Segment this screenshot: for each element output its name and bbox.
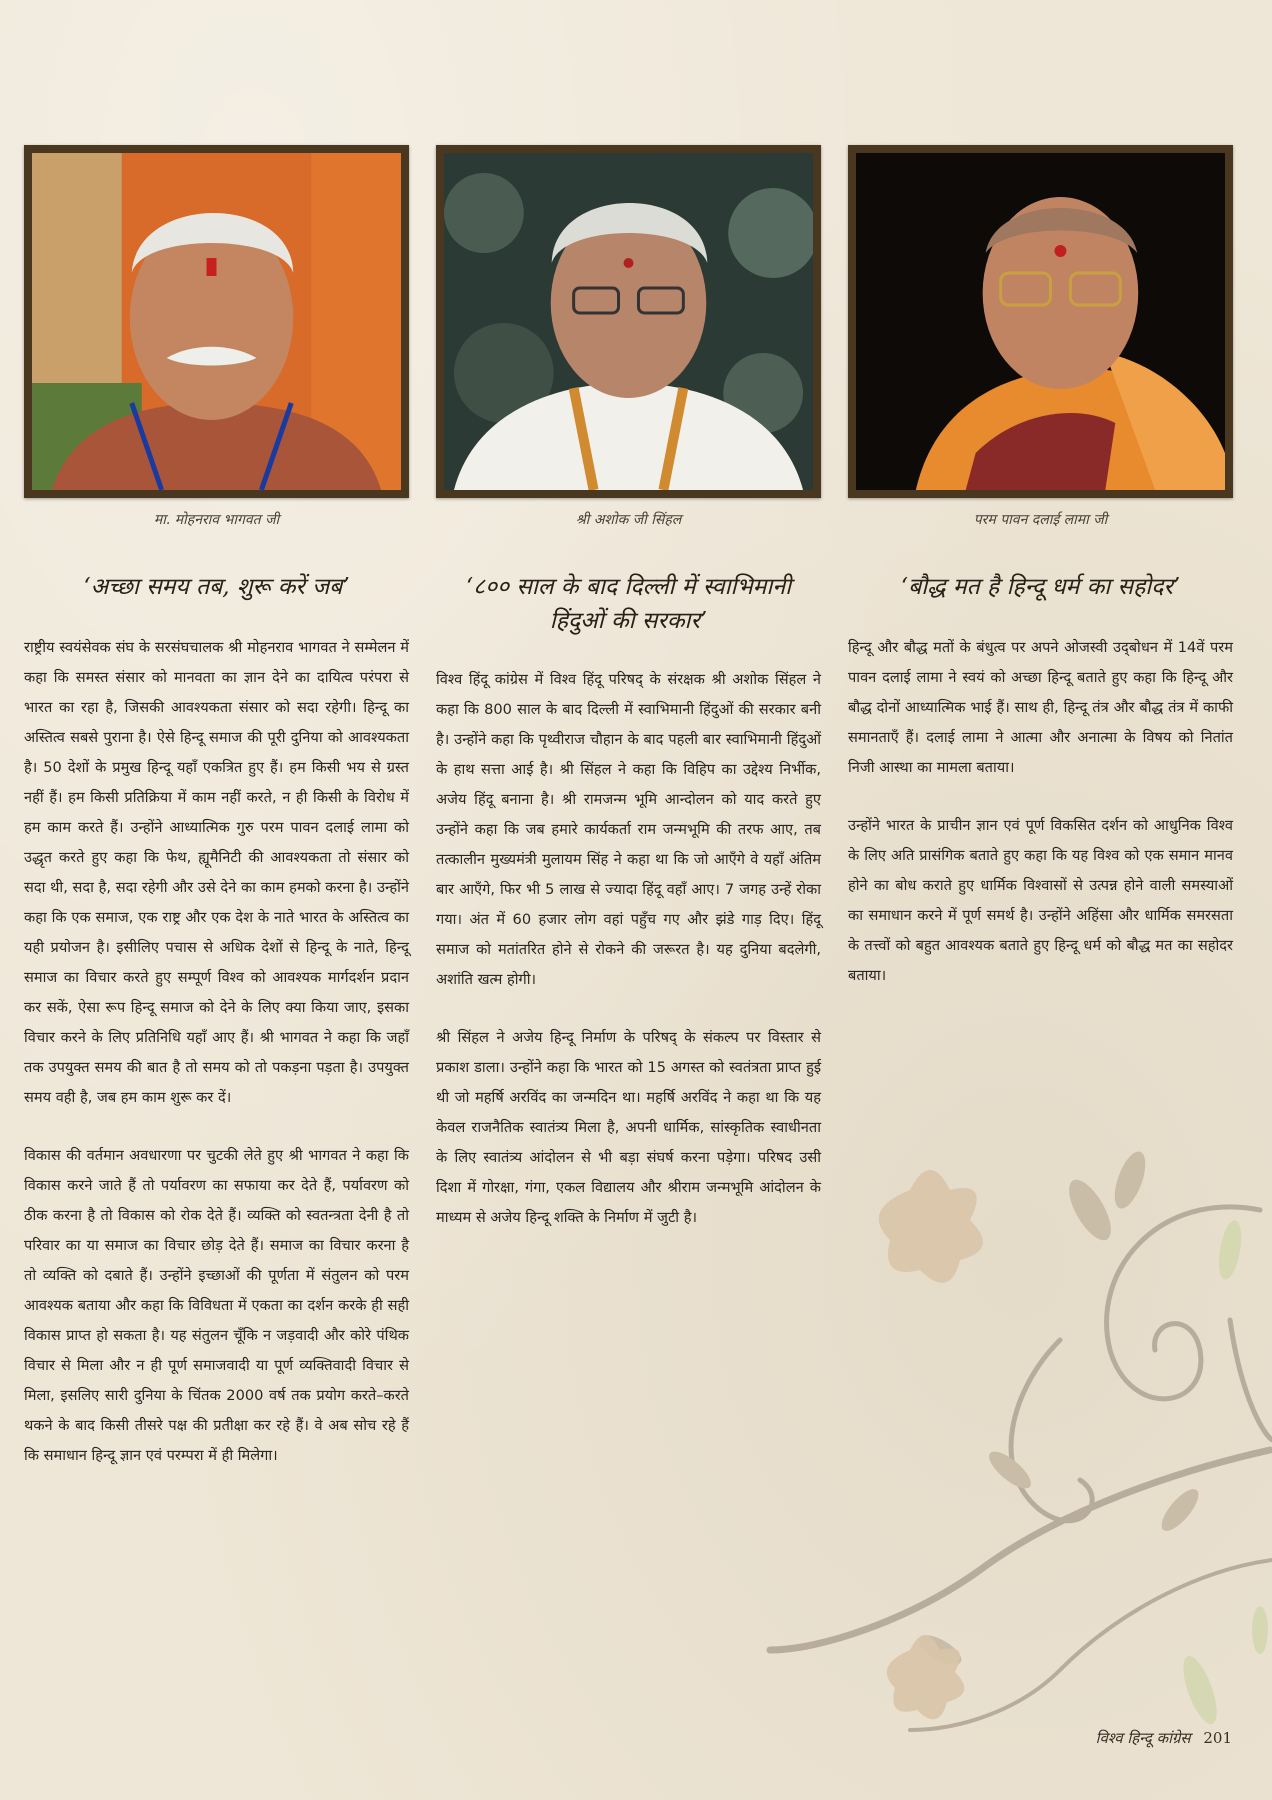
photo-frame-singhal bbox=[436, 145, 821, 498]
page-footer bbox=[1000, 1728, 1232, 1748]
column-2-heading: ‘८०० साल के बाद दिल्ली में स्वाभिमानी हिंदुओं की सरकार’ bbox=[465, 574, 792, 634]
article-paragraph: उन्होंने भारत के प्राचीन ज्ञान एवं पूर्ण विकसित दर्शन को आधुनिक विश्व के लिए अति प्रासंगिक बताते हुए कहा कि यह विश्व को एक समान मानव होने का बोध कराते हुए धार्मिक विश्वासों से उत्पन्न होने वाली समस्याओं का समाधान करने में पूर्ण समर्थ है। उन्होंने अहिंसा और धार्मिक समरसता के तत्त्वों को बहुत आवश्यक बताते हुए हिन्दू धर्म को बौद्ध मत का सहोदर बताया। bbox=[848, 817, 1233, 984]
portrait-bhagwat bbox=[32, 153, 401, 490]
article-paragraph: विकास की वर्तमान अवधारणा पर चुटकी लेते हुए श्री भागवत ने कहा कि विकास करने जाते हैं तो पर्यावरण का सफाया कर देते हैं, पर्यावरण को ठीक करना है तो विकास को रोक देते हैं। व्यक्ति को स्वतन्त्रता देनी है तो परिवार का या समाज का विचार छोड़ देते हैं। समाज का विचार करना है तो व्यक्ति को दबाते हैं। उन्होंने इच्छाओं की पूर्णता में संतुलन को परम आवश्यक बताया और कहा कि विविधता में एकता का दर्शन करके ही सही विकास प्राप्त हो सकता है। यह संतुलन चूँकि न जड़वादी और कोरे पंथिक विचार से मिला और न ही पूर्ण समाजवादी या पूर्ण व्यक्तिवादी विचार से मिला, इसलिए सारी दुनिया के चिंतक 2000 वर्ष तक प्रयोग करते–करते थकने के बाद किसी तीसरे पक्ष की प्रतीक्षा कर रहे हैं। वे अब सोच रहे हैं कि समाधान हिन्दू ज्ञान एवं परम्परा में ही मिलेगा। bbox=[24, 1147, 409, 1464]
article-paragraph: श्री सिंहल ने अजेय हिन्दू निर्माण के परिषद् के संकल्प पर विस्तार से प्रकाश डाला। उन्होंने कहा कि भारत को 15 अगस्त को स्वतंत्रता प्राप्त हुई थी जो महर्षि अरविंद का जन्मदिन था। महर्षि अरविंद ने कहा था कि यह केवल राजनैतिक स्वातंत्र्य मिला है, अपनी धार्मिक, सांस्कृतिक स्वाधीनता के लिए स्वातंत्र्य आंदोलन से भी बड़ा संघर्ष करना पड़ेगा। परिषद उसी दिशा में गोरक्षा, गंगा, एकल विद्यालय और श्रीराम जन्मभूमि आंदोलन के माध्यम से अजेय हिन्दू शक्ति के निर्माण में जुटी है। bbox=[436, 1029, 821, 1226]
article-paragraph: राष्ट्रीय स्वयंसेवक संघ के सरसंघचालक श्री मोहनराव भागवत ने सम्मेलन में कहा कि समस्त संसार को मानवता का ज्ञान देने का दायित्व परंपरा से भारत का रहा है, जिसकी आवश्यकता संसार को सदा रहेगी। हिन्दू का अस्तित्व सबसे पुराना है। ऐसे हिन्दू समाज की पूरी दुनिया को आवश्यकता है। 50 देशों के प्रमुख हिन्दू यहाँ एकत्रित हुए हैं। हम किसी भय से ग्रस्त नहीं हैं। हम किसी प्रतिक्रिया में काम नहीं करते, न ही किसी के विरोध में हम काम करते हैं। उन्होंने आध्यात्मिक गुरु परम पावन दलाई लामा को उद्धृत करते हुए कहा कि फेथ, ह्यूमैनिटी की आवश्यकता तो संसार को सदा थी, सदा है, सदा रहेगी और उसे देने का काम हमको करना है। उन्होंने कहा कि एक समाज, एक राष्ट्र और एक देश के नाते भारत के अस्तित्व का यही प्रयोजन है। इसीलिए पचास से अधिक देशों से हिन्दू के नाते, हिन्दू समाज का विचार करते हुए सम्पूर्ण विश्व को आवश्यक मार्गदर्शन प्रदान कर सकें, ऐसा रूप हिन्दू समाज को देने के लिए क्या किया जाए, इसका विचार करने के लिए प्रतिनिधि यहाँ आए हैं। श्री भागवत ने कहा कि जहाँ तक उपयुक्त समय की बात है तो समय को तो पकड़ना पड़ता है। उपयुक्त समय वही है, जब हम काम शुरू कर दें। bbox=[24, 639, 409, 1106]
photo-caption-singhal: श्री अशोक जी सिंहल bbox=[575, 512, 682, 528]
portrait-singhal bbox=[444, 153, 813, 490]
publication-name: विश्व हिन्दू कांग्रेस bbox=[1095, 1729, 1191, 1747]
photo-caption-bhagwat: मा. मोहनराव भागवत जी bbox=[153, 512, 280, 528]
column-1-heading: ‘अच्छा समय तब, शुरू करें जब’ bbox=[83, 574, 350, 600]
article-paragraph: विश्व हिंदू कांग्रेस में विश्व हिंदू परिषद् के संरक्षक श्री अशोक सिंहल ने कहा कि 800 साल के बाद दिल्ली में स्वाभिमानी हिंदुओं की सरकार बनी है। उन्होंने कहा कि पृथ्वीराज चौहान के बाद पहली बार स्वाभिमानी हिंदुओं के हाथ सत्ता आई है। श्री सिंहल ने कहा कि विहिप का उद्देश्य निर्भीक, अजेय हिंदू बनाना है। श्री रामजन्म भूमि आन्दोलन को याद करते हुए उन्होंने कहा कि जब हमारे कार्यकर्ता राम जन्मभूमि की तरफ आए, तब तत्कालीन मुख्यमंत्री मुलायम सिंह ने कहा था कि जो आएँगे वे यहाँ अंतिम बार आएँगे, फिर भी 5 लाख से ज्यादा हिंदू वहाँ आए। 7 जगह उन्हें रोका गया। अंत में 60 हजार लोग वहां पहुँच गए और झंडे गाड़ दिए। हिंदू समाज को मतांतरित होने से रोकने की जरूरत है। यह दुनिया बदलेगी, अशांति खत्म होगी। bbox=[436, 671, 821, 988]
article-paragraph: हिन्दू और बौद्ध मतों के बंधुत्व पर अपने ओजस्वी उद्‌बोधन में 14वें परम पावन दलाई लामा ने स्वयं को अच्छा हिन्दू बताते हुए कहा कि हिन्दू और बौद्ध दोनों आध्यात्मिक भाई हैं। साथ ही, हिन्दू तंत्र और बौद्ध तंत्र में काफी समानताएँ हैं। दलाई लामा ने आत्मा और अनात्मा के विषय को नितांत निजी आस्था का मामला बताया। bbox=[848, 639, 1234, 776]
column-1-article bbox=[24, 633, 409, 1499]
photo-frame-bhagwat bbox=[24, 145, 409, 498]
column-3-heading: ‘बौद्ध मत है हिन्दू धर्म का सहोदर’ bbox=[900, 574, 1181, 600]
portrait-dalai-lama bbox=[856, 153, 1225, 490]
photo-caption-dalai-lama: परम पावन दलाई लामा जी bbox=[973, 512, 1108, 528]
floral-swirl-decoration bbox=[760, 1090, 1272, 1780]
page-number: 201 bbox=[1203, 1729, 1232, 1747]
photo-frame-dalai-lama bbox=[848, 145, 1233, 498]
column-3-article bbox=[848, 633, 1233, 1019]
column-2-article bbox=[436, 665, 821, 1261]
